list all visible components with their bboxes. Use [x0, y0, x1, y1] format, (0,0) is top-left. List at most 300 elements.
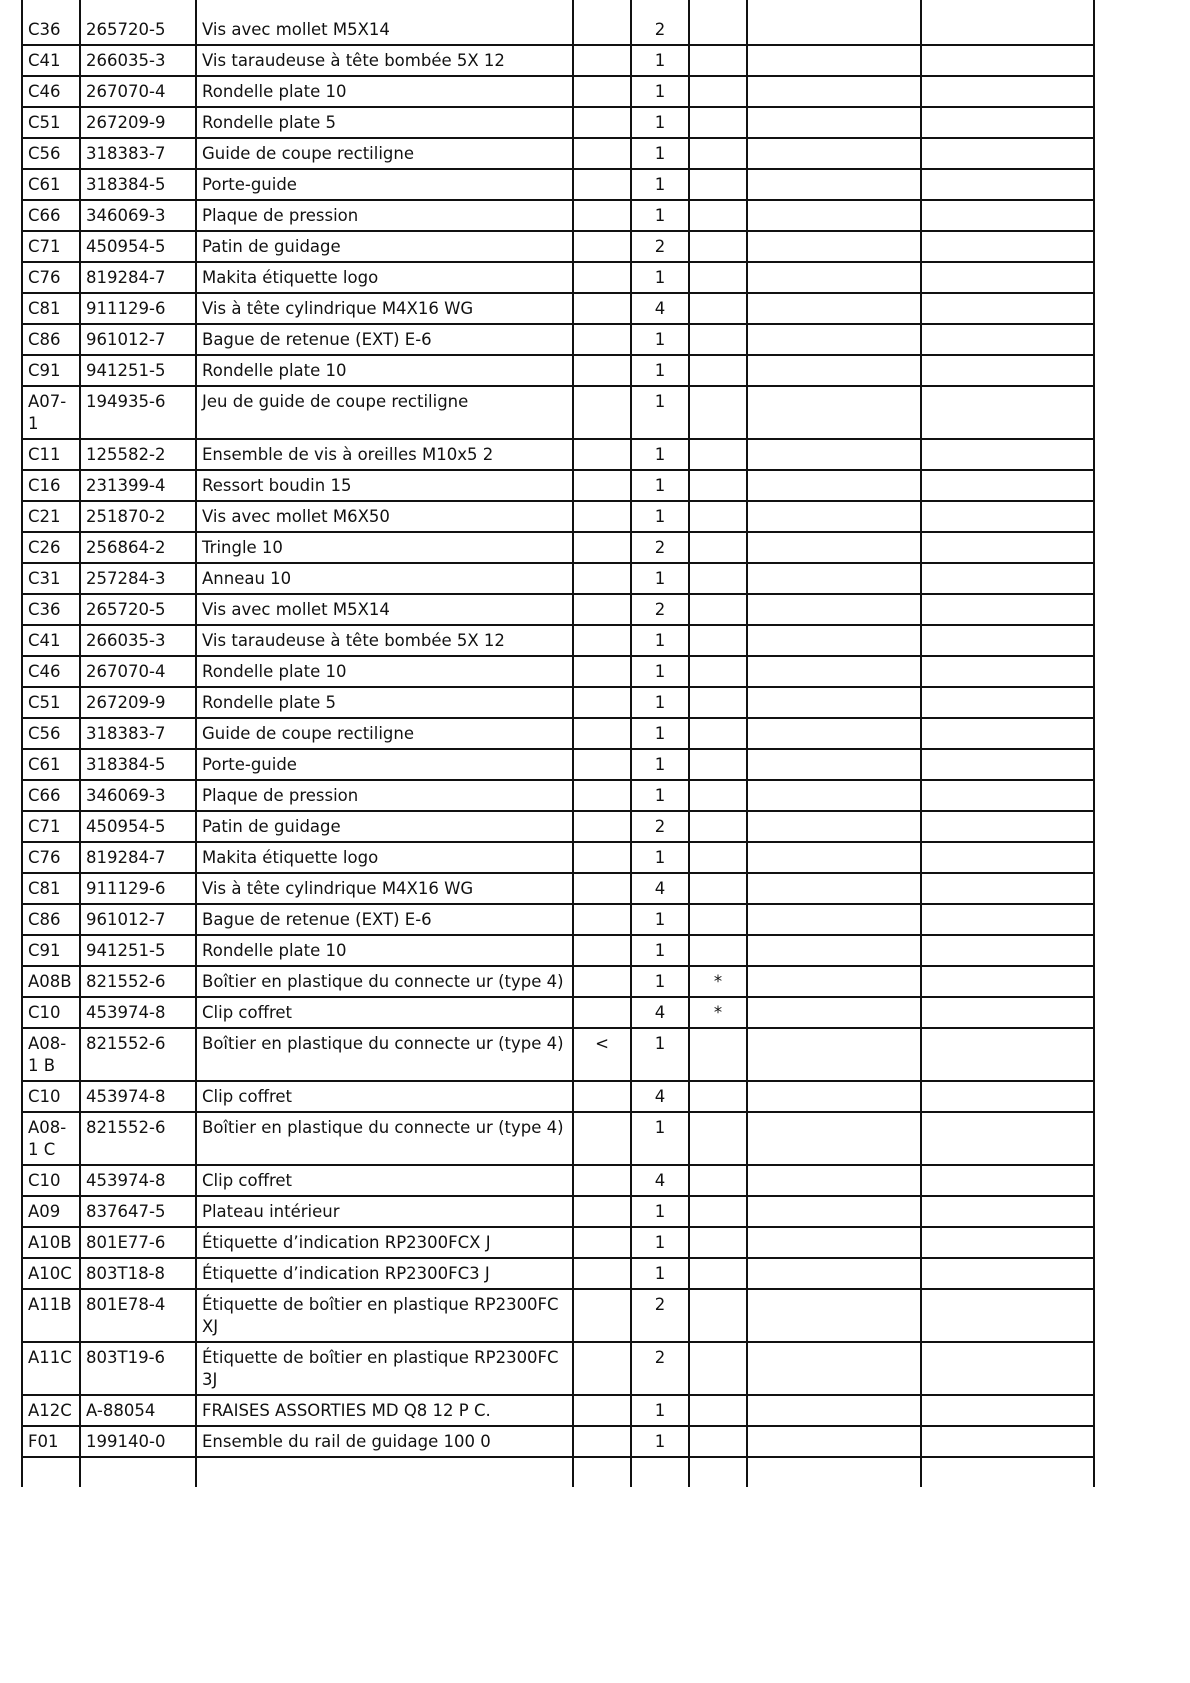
empty-cell [747, 563, 921, 594]
empty-cell [747, 293, 921, 324]
item-cell: C36 [22, 0, 80, 45]
flag-cell [573, 355, 631, 386]
note-cell [689, 656, 747, 687]
item-cell: A08-1 C [22, 1112, 80, 1165]
item-cell: A10C [22, 1258, 80, 1289]
part-number-cell: 911129-6 [80, 293, 196, 324]
part-number-cell: 819284-7 [80, 842, 196, 873]
empty-cell [921, 997, 1094, 1028]
item-cell: C86 [22, 324, 80, 355]
quantity-cell: 2 [631, 1289, 689, 1342]
note-cell [689, 842, 747, 873]
part-number-cell: 256864-2 [80, 532, 196, 563]
item-cell: C61 [22, 749, 80, 780]
part-number-cell: 194935-6 [80, 386, 196, 439]
part-number-cell: 125582-2 [80, 439, 196, 470]
note-cell [689, 873, 747, 904]
flag-cell [573, 439, 631, 470]
flag-cell [573, 904, 631, 935]
table-row [22, 1258, 1094, 1289]
description-cell: Étiquette d’indication RP2300FCX J [196, 1227, 573, 1258]
item-cell: C71 [22, 231, 80, 262]
quantity-cell: 1 [631, 656, 689, 687]
note-cell [689, 107, 747, 138]
quantity-cell: 2 [631, 594, 689, 625]
empty-cell [921, 470, 1094, 501]
item-cell: C11 [22, 439, 80, 470]
item-cell: C81 [22, 293, 80, 324]
note-cell [689, 1196, 747, 1227]
flag-cell [573, 563, 631, 594]
note-cell [689, 200, 747, 231]
flag-cell [573, 1426, 631, 1457]
empty-cell [921, 1028, 1094, 1081]
description-cell: Tringle 10 [196, 532, 573, 563]
quantity-cell: 1 [631, 501, 689, 532]
empty-cell [747, 386, 921, 439]
description-cell: Patin de guidage [196, 811, 573, 842]
quantity-cell: 1 [631, 169, 689, 200]
part-number-cell: 318383-7 [80, 138, 196, 169]
item-cell: A07-1 [22, 386, 80, 439]
empty-cell [921, 76, 1094, 107]
description-cell: Étiquette d’indication RP2300FC3 J [196, 1258, 573, 1289]
note-cell [689, 1081, 747, 1112]
empty-cell [921, 1289, 1094, 1342]
note-cell [689, 501, 747, 532]
flag-cell [573, 1112, 631, 1165]
item-cell: C41 [22, 45, 80, 76]
empty-cell [747, 324, 921, 355]
part-number-cell: 265720-5 [80, 594, 196, 625]
quantity-cell: 1 [631, 718, 689, 749]
note-cell [689, 1258, 747, 1289]
empty-cell [747, 656, 921, 687]
part-number-cell: 941251-5 [80, 935, 196, 966]
table-row [22, 718, 1094, 749]
note-cell [689, 355, 747, 386]
description-cell: Ensemble de vis à oreilles M10x5 2 [196, 439, 573, 470]
quantity-cell: 1 [631, 1112, 689, 1165]
description-cell: Rondelle plate 10 [196, 935, 573, 966]
part-number-cell: 346069-3 [80, 200, 196, 231]
quantity-cell: 1 [631, 687, 689, 718]
table-row [22, 1028, 1094, 1081]
table-row [22, 1289, 1094, 1342]
note-cell [689, 687, 747, 718]
empty-cell [747, 45, 921, 76]
description-cell: Vis à tête cylindrique M4X16 WG [196, 293, 573, 324]
item-cell: C66 [22, 200, 80, 231]
quantity-cell: 4 [631, 873, 689, 904]
item-cell: A09 [22, 1196, 80, 1227]
part-number-cell: 911129-6 [80, 873, 196, 904]
empty-cell [921, 386, 1094, 439]
empty-cell [747, 1258, 921, 1289]
empty-cell [921, 169, 1094, 200]
note-cell [689, 439, 747, 470]
part-number-cell: 265720-5 [80, 0, 196, 45]
item-cell: A11B [22, 1289, 80, 1342]
description-cell: Boîtier en plastique du connecte ur (type 4) [196, 966, 573, 997]
description-cell: Ressort boudin 15 [196, 470, 573, 501]
note-cell [689, 45, 747, 76]
flag-cell [573, 1289, 631, 1342]
empty-cell [921, 842, 1094, 873]
description-cell: Bague de retenue (EXT) E-6 [196, 324, 573, 355]
part-number-cell: 453974-8 [80, 1165, 196, 1196]
part-number-cell: 837647-5 [80, 1196, 196, 1227]
quantity-cell: 2 [631, 231, 689, 262]
item-cell: C26 [22, 532, 80, 563]
empty-cell [921, 935, 1094, 966]
note-cell [689, 470, 747, 501]
quantity-cell: 1 [631, 1395, 689, 1426]
description-cell: Jeu de guide de coupe rectiligne [196, 386, 573, 439]
empty-cell [747, 1227, 921, 1258]
item-cell: C10 [22, 1165, 80, 1196]
quantity-cell: 4 [631, 997, 689, 1028]
part-number-cell: 821552-6 [80, 1028, 196, 1081]
empty-cell [921, 1342, 1094, 1395]
empty-cell [747, 1457, 921, 1487]
note-cell: * [689, 997, 747, 1028]
description-cell: Bague de retenue (EXT) E-6 [196, 904, 573, 935]
empty-cell [747, 780, 921, 811]
item-cell: C81 [22, 873, 80, 904]
empty-cell [747, 718, 921, 749]
empty-cell [747, 625, 921, 656]
note-cell [689, 231, 747, 262]
table-row [22, 997, 1094, 1028]
table-row [22, 200, 1094, 231]
quantity-cell: 1 [631, 1258, 689, 1289]
note-cell [689, 169, 747, 200]
note-cell [689, 1165, 747, 1196]
table-row [22, 138, 1094, 169]
part-number-cell: 450954-5 [80, 231, 196, 262]
note-cell: * [689, 966, 747, 997]
item-cell: C31 [22, 563, 80, 594]
description-cell: Patin de guidage [196, 231, 573, 262]
table-row [22, 0, 1094, 45]
empty-cell [921, 966, 1094, 997]
note-cell [689, 625, 747, 656]
table-row [22, 966, 1094, 997]
part-number-cell: 941251-5 [80, 355, 196, 386]
item-cell: C46 [22, 656, 80, 687]
empty-cell [921, 563, 1094, 594]
quantity-cell: 1 [631, 45, 689, 76]
note-cell [689, 138, 747, 169]
empty-cell [921, 749, 1094, 780]
table-row [22, 563, 1094, 594]
empty-cell [921, 355, 1094, 386]
part-number-cell: 199140-0 [80, 1426, 196, 1457]
item-cell: C51 [22, 687, 80, 718]
part-number-cell: 267209-9 [80, 107, 196, 138]
item-cell: A08-1 B [22, 1028, 80, 1081]
part-number-cell: 803T18-8 [80, 1258, 196, 1289]
table-row [22, 594, 1094, 625]
table-row [22, 1342, 1094, 1395]
part-number-cell: 267070-4 [80, 76, 196, 107]
part-number-cell: 267070-4 [80, 656, 196, 687]
quantity-cell: 4 [631, 293, 689, 324]
quantity-cell: 1 [631, 904, 689, 935]
flag-cell [573, 749, 631, 780]
item-cell: A11C [22, 1342, 80, 1395]
empty-cell [921, 1196, 1094, 1227]
empty-cell [921, 656, 1094, 687]
table-row [22, 355, 1094, 386]
empty-cell [747, 169, 921, 200]
table-row [22, 780, 1094, 811]
quantity-cell: 1 [631, 76, 689, 107]
quantity-cell: 1 [631, 386, 689, 439]
part-number-cell: 267209-9 [80, 687, 196, 718]
description-cell: Vis avec mollet M5X14 [196, 594, 573, 625]
item-cell: F01 [22, 1426, 80, 1457]
flag-cell [573, 107, 631, 138]
flag-cell [573, 687, 631, 718]
parts-table [21, 0, 1095, 1487]
description-cell: Plaque de pression [196, 200, 573, 231]
empty-cell [921, 293, 1094, 324]
quantity-cell: 2 [631, 0, 689, 45]
part-number-cell: 821552-6 [80, 966, 196, 997]
description-cell: Porte-guide [196, 749, 573, 780]
note-cell [689, 1028, 747, 1081]
description-cell: Guide de coupe rectiligne [196, 138, 573, 169]
item-cell: C76 [22, 842, 80, 873]
empty-cell [747, 76, 921, 107]
part-number-cell: 801E78-4 [80, 1289, 196, 1342]
part-number-cell: 266035-3 [80, 625, 196, 656]
note-cell [689, 718, 747, 749]
item-cell: A08B [22, 966, 80, 997]
flag-cell [573, 386, 631, 439]
table-row [22, 262, 1094, 293]
table-row [22, 324, 1094, 355]
empty-cell [689, 1457, 747, 1487]
table-row [22, 935, 1094, 966]
flag-cell [573, 1227, 631, 1258]
empty-cell [921, 262, 1094, 293]
quantity-cell: 1 [631, 470, 689, 501]
table-row [22, 904, 1094, 935]
empty-cell [921, 904, 1094, 935]
empty-cell [747, 439, 921, 470]
note-cell [689, 594, 747, 625]
item-cell: C21 [22, 501, 80, 532]
table-row [22, 532, 1094, 563]
table-row [22, 45, 1094, 76]
flag-cell [573, 293, 631, 324]
flag-cell [573, 76, 631, 107]
flag-cell [573, 200, 631, 231]
description-cell: Rondelle plate 10 [196, 656, 573, 687]
item-cell: C46 [22, 76, 80, 107]
table-row [22, 107, 1094, 138]
empty-cell [921, 780, 1094, 811]
empty-cell [921, 811, 1094, 842]
quantity-cell: 1 [631, 262, 689, 293]
description-cell: Clip coffret [196, 997, 573, 1028]
flag-cell [573, 231, 631, 262]
empty-cell [747, 1196, 921, 1227]
empty-cell [747, 355, 921, 386]
description-cell: Étiquette de boîtier en plastique RP2300FC3J [196, 1342, 573, 1395]
description-cell: Plateau intérieur [196, 1196, 573, 1227]
note-cell [689, 293, 747, 324]
table-row [22, 439, 1094, 470]
note-cell [689, 1289, 747, 1342]
note-cell [689, 1227, 747, 1258]
quantity-cell: 1 [631, 842, 689, 873]
flag-cell [573, 656, 631, 687]
description-cell: Makita étiquette logo [196, 842, 573, 873]
note-cell [689, 811, 747, 842]
quantity-cell: 1 [631, 625, 689, 656]
flag-cell [573, 997, 631, 1028]
quantity-cell: 2 [631, 1342, 689, 1395]
empty-cell [747, 138, 921, 169]
item-cell: C91 [22, 355, 80, 386]
item-cell: C91 [22, 935, 80, 966]
description-cell: Vis à tête cylindrique M4X16 WG [196, 873, 573, 904]
item-cell: C56 [22, 718, 80, 749]
description-cell: Clip coffret [196, 1165, 573, 1196]
empty-cell [921, 1457, 1094, 1487]
table-row [22, 76, 1094, 107]
empty-cell [747, 997, 921, 1028]
empty-cell [921, 138, 1094, 169]
note-cell [689, 780, 747, 811]
empty-cell [921, 687, 1094, 718]
quantity-cell: 4 [631, 1081, 689, 1112]
note-cell [689, 532, 747, 563]
table-row [22, 169, 1094, 200]
part-number-cell: 961012-7 [80, 324, 196, 355]
item-cell: A12C [22, 1395, 80, 1426]
empty-cell [921, 718, 1094, 749]
item-cell: C66 [22, 780, 80, 811]
quantity-cell: 1 [631, 749, 689, 780]
note-cell [689, 1395, 747, 1426]
description-cell: Vis avec mollet M6X50 [196, 501, 573, 532]
flag-cell [573, 1196, 631, 1227]
description-cell: Guide de coupe rectiligne [196, 718, 573, 749]
table-row [22, 386, 1094, 439]
table-row [22, 873, 1094, 904]
flag-cell [573, 1395, 631, 1426]
empty-cell [921, 45, 1094, 76]
empty-cell [747, 687, 921, 718]
empty-cell [747, 200, 921, 231]
note-cell [689, 324, 747, 355]
quantity-cell: 2 [631, 532, 689, 563]
flag-cell [573, 45, 631, 76]
flag-cell [573, 594, 631, 625]
table-row [22, 501, 1094, 532]
quantity-cell: 1 [631, 563, 689, 594]
part-number-cell: 801E77-6 [80, 1227, 196, 1258]
empty-cell [573, 1457, 631, 1487]
part-number-cell: 266035-3 [80, 45, 196, 76]
empty-cell [921, 200, 1094, 231]
flag-cell [573, 532, 631, 563]
table-row [22, 1165, 1094, 1196]
table-row [22, 1112, 1094, 1165]
empty-cell [747, 935, 921, 966]
flag-cell [573, 501, 631, 532]
quantity-cell: 1 [631, 935, 689, 966]
part-number-cell: 318383-7 [80, 718, 196, 749]
description-cell: Ensemble du rail de guidage 100 0 [196, 1426, 573, 1457]
table-row [22, 749, 1094, 780]
part-number-cell: 961012-7 [80, 904, 196, 935]
note-cell [689, 904, 747, 935]
empty-cell [747, 594, 921, 625]
description-cell: Anneau 10 [196, 563, 573, 594]
empty-cell [921, 1426, 1094, 1457]
empty-cell [747, 904, 921, 935]
flag-cell [573, 842, 631, 873]
empty-cell [747, 811, 921, 842]
flag-cell [573, 1342, 631, 1395]
empty-cell [921, 1258, 1094, 1289]
description-cell: Boîtier en plastique du connecte ur (type 4) [196, 1028, 573, 1081]
item-cell: C56 [22, 138, 80, 169]
empty-cell [22, 1457, 80, 1487]
flag-cell [573, 873, 631, 904]
quantity-cell: 1 [631, 780, 689, 811]
table-row [22, 625, 1094, 656]
table-row [22, 1227, 1094, 1258]
quantity-cell: 2 [631, 811, 689, 842]
table-row [22, 1081, 1094, 1112]
empty-cell [921, 532, 1094, 563]
quantity-cell: 1 [631, 355, 689, 386]
description-cell: Boîtier en plastique du connecte ur (type 4) [196, 1112, 573, 1165]
quantity-cell: 1 [631, 1196, 689, 1227]
quantity-cell: 1 [631, 1227, 689, 1258]
description-cell: Rondelle plate 10 [196, 76, 573, 107]
flag-cell [573, 1081, 631, 1112]
part-number-cell: 318384-5 [80, 749, 196, 780]
flag-cell: < [573, 1028, 631, 1081]
empty-cell [631, 1457, 689, 1487]
note-cell [689, 1426, 747, 1457]
quantity-cell: 1 [631, 200, 689, 231]
part-number-cell: A-88054 [80, 1395, 196, 1426]
empty-cell [747, 1289, 921, 1342]
description-cell: Étiquette de boîtier en plastique RP2300FCXJ [196, 1289, 573, 1342]
empty-cell [747, 1028, 921, 1081]
flag-cell [573, 966, 631, 997]
empty-cell [921, 0, 1094, 45]
part-number-cell: 453974-8 [80, 1081, 196, 1112]
quantity-cell: 1 [631, 1426, 689, 1457]
empty-cell [196, 1457, 573, 1487]
description-cell: Plaque de pression [196, 780, 573, 811]
note-cell [689, 749, 747, 780]
note-cell [689, 1112, 747, 1165]
empty-cell [921, 1112, 1094, 1165]
description-cell: Makita étiquette logo [196, 262, 573, 293]
quantity-cell: 1 [631, 439, 689, 470]
